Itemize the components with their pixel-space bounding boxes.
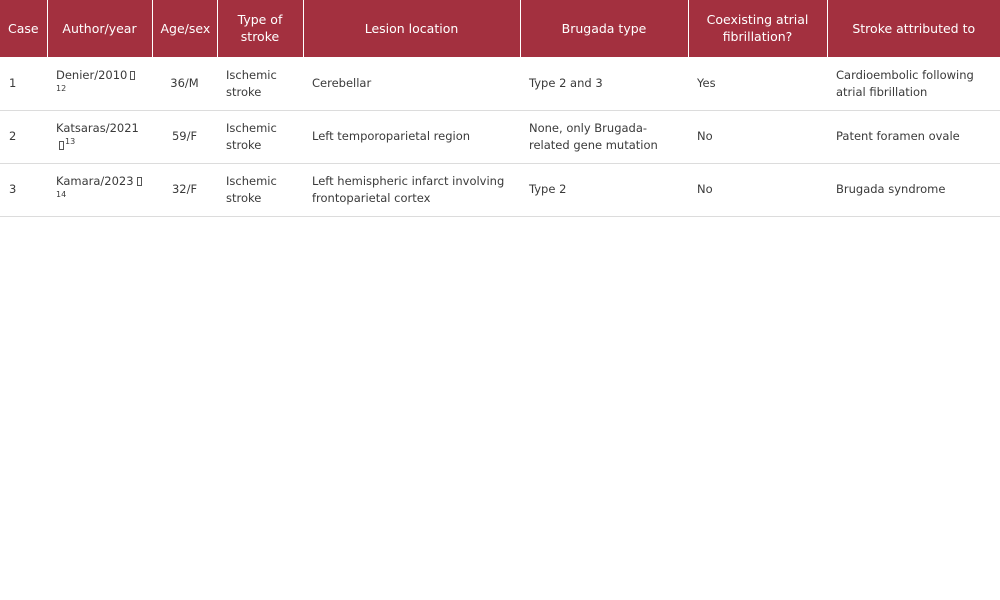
- reference-link-icon[interactable]: [130, 71, 135, 80]
- case-reports-table: [0, 0, 1000, 217]
- cell-stroke-type: Ischemic stroke: [217, 163, 303, 216]
- header-age-sex: Age/sex: [152, 0, 217, 57]
- header-author-year: Author/year: [47, 0, 152, 57]
- cell-brugada-type: None, only Brugada-related gene mutation: [520, 110, 688, 163]
- cell-atrial-fibrillation: No: [688, 163, 827, 216]
- cell-author-year: [47, 163, 152, 216]
- cell-case: 2: [0, 110, 47, 163]
- author-year-text: Kamara/2023: [56, 173, 134, 188]
- cell-author-year: [47, 110, 152, 163]
- reference-number[interactable]: 14: [56, 189, 67, 199]
- cell-brugada-type: Type 2: [520, 163, 688, 216]
- header-lesion-location: Lesion location: [303, 0, 520, 57]
- cell-lesion-location: Cerebellar: [303, 57, 520, 110]
- header-atrial-fibrillation: Coexisting atrial fibrillation?: [688, 0, 827, 57]
- cell-age-sex: 32/F: [152, 163, 217, 216]
- header-case: Case: [0, 0, 47, 57]
- cell-stroke-type: Ischemic stroke: [217, 110, 303, 163]
- cell-age-sex: 36/M: [152, 57, 217, 110]
- cell-lesion-location: Left hemispheric infarct involving frontoparietal cortex: [303, 163, 520, 216]
- header-row: [0, 0, 1000, 57]
- reference-number[interactable]: 12: [56, 83, 67, 93]
- cell-age-sex: 59/F: [152, 110, 217, 163]
- header-stroke-type: Type of stroke: [217, 0, 303, 57]
- cell-attributed-to: Patent foramen ovale: [827, 110, 1000, 163]
- table-row: [0, 57, 1000, 110]
- author-year-text: Denier/2010: [56, 67, 128, 82]
- cell-case: 1: [0, 57, 47, 110]
- reference-link-icon[interactable]: [137, 177, 142, 186]
- table-row: [0, 110, 1000, 163]
- cell-case: 3: [0, 163, 47, 216]
- cell-brugada-type: Type 2 and 3: [520, 57, 688, 110]
- reference-link-icon[interactable]: [59, 141, 64, 150]
- cell-attributed-to: Cardioembolic following atrial fibrillation: [827, 57, 1000, 110]
- cell-atrial-fibrillation: Yes: [688, 57, 827, 110]
- header-brugada-type: Brugada type: [520, 0, 688, 57]
- cell-attributed-to: Brugada syndrome: [827, 163, 1000, 216]
- reference-number[interactable]: 13: [65, 136, 76, 146]
- author-year-text: Katsaras/2021: [56, 120, 139, 135]
- header-attributed-to: Stroke attributed to: [827, 0, 1000, 57]
- cell-atrial-fibrillation: No: [688, 110, 827, 163]
- cell-author-year: [47, 57, 152, 110]
- cell-lesion-location: Left temporoparietal region: [303, 110, 520, 163]
- table-row: [0, 163, 1000, 216]
- cell-stroke-type: Ischemic stroke: [217, 57, 303, 110]
